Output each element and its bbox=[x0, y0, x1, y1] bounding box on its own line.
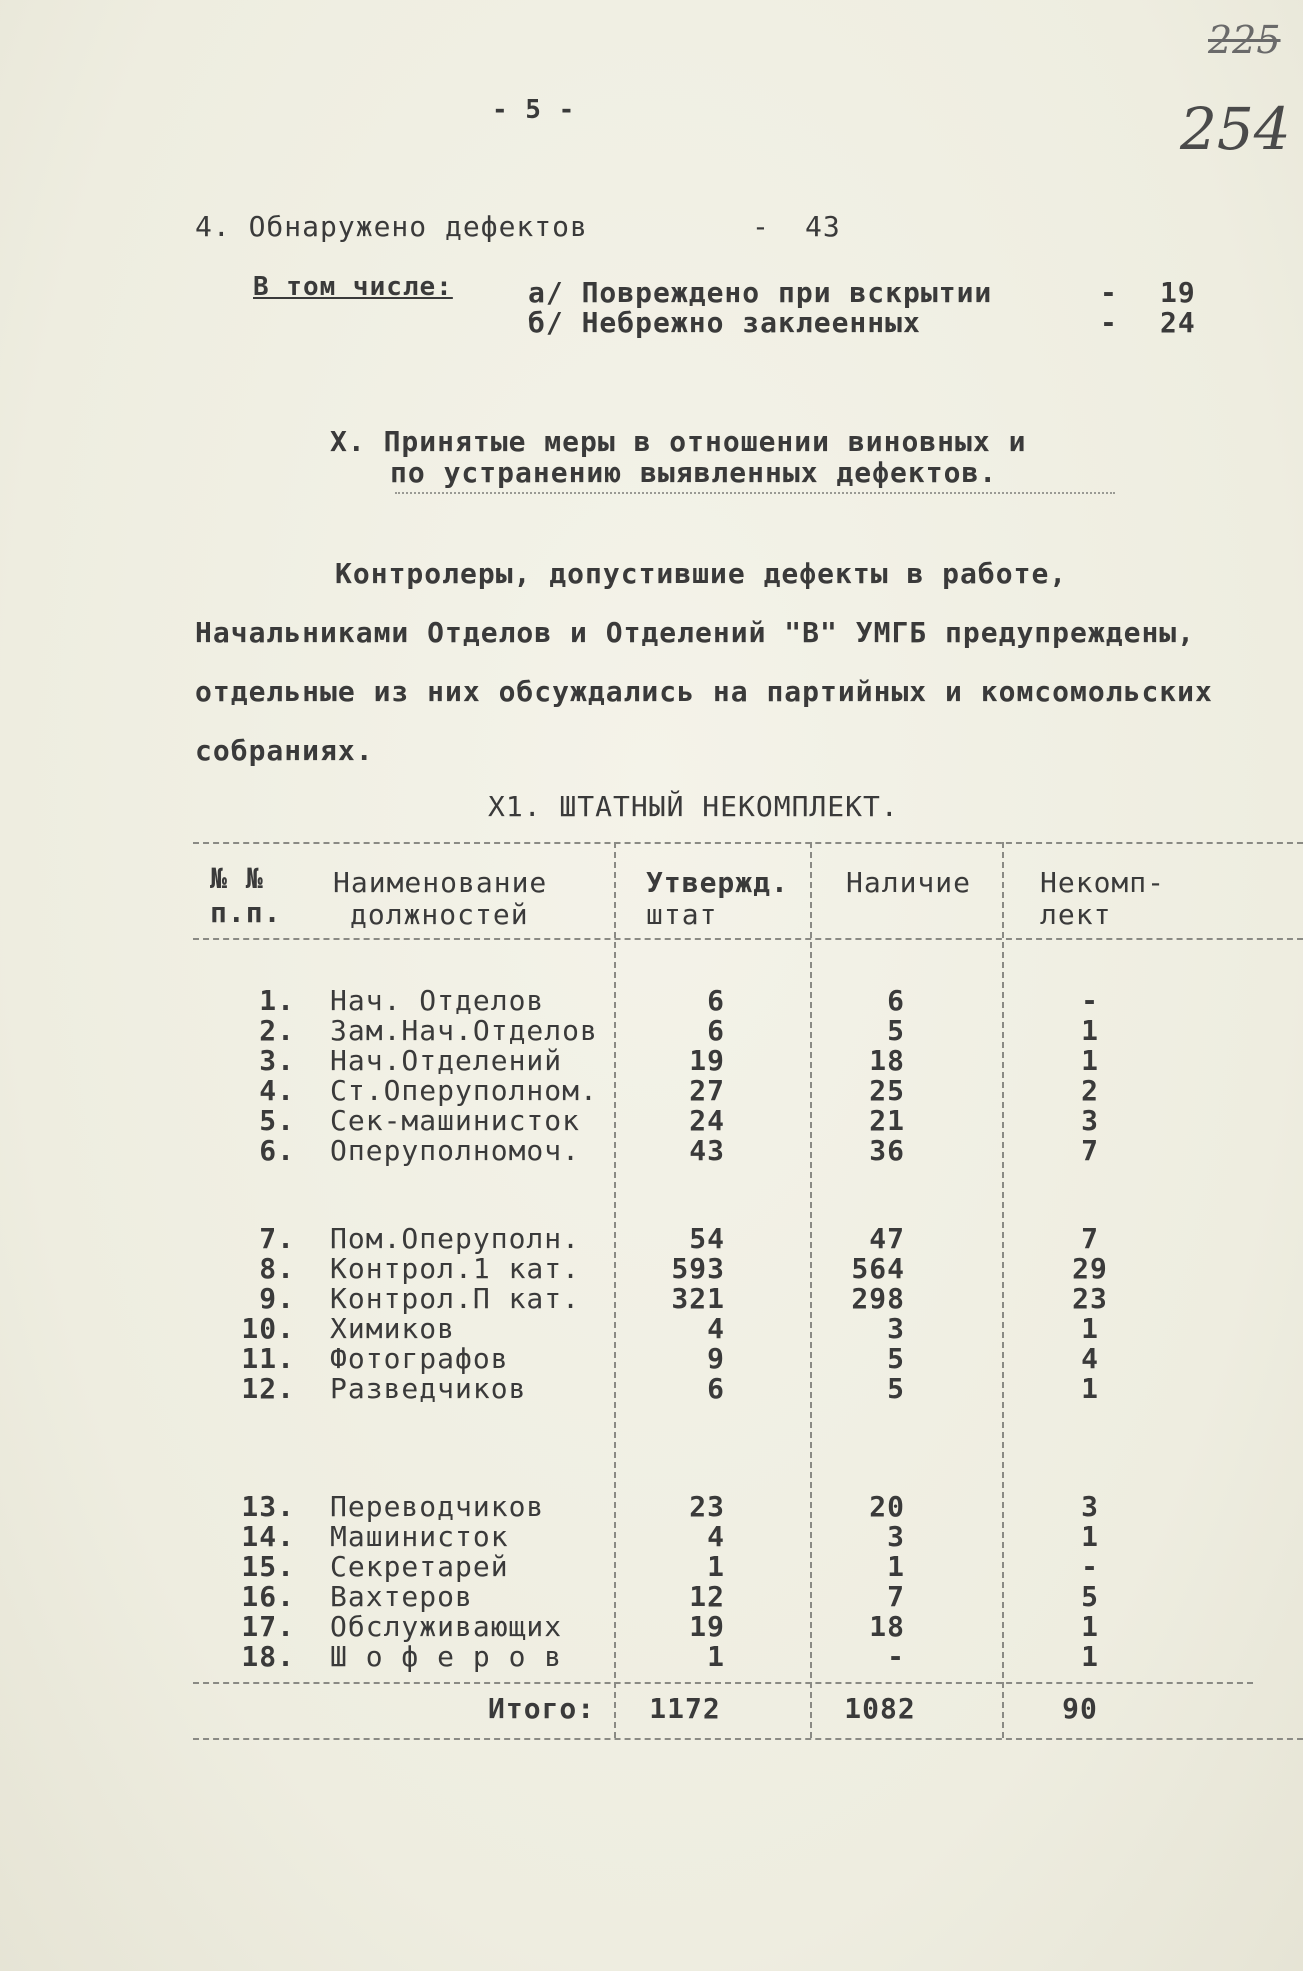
row-shortage: 1 bbox=[1081, 1610, 1099, 1643]
row-present: 25 bbox=[869, 1074, 905, 1107]
row-position-name: Ш о ф е р о в bbox=[330, 1640, 563, 1673]
row-shortage: 23 bbox=[1072, 1282, 1108, 1315]
row-approved: 6 bbox=[707, 984, 725, 1017]
row-position-name: Нач.Отделений bbox=[330, 1044, 563, 1077]
row-shortage: 1 bbox=[1081, 1372, 1099, 1405]
section10-paragraph: Контролеры, допустившие дефекты в работе, Начальниками Отделов и Отделений "В" УМГБ предупреждены, отдельные из них обсуждались на партийных и комсомольских собраниях. bbox=[195, 557, 1213, 767]
section10-underline bbox=[395, 492, 1115, 494]
archive-mark-old: 225 bbox=[1208, 18, 1281, 62]
row-shortage: 1 bbox=[1081, 1312, 1099, 1345]
table-col-divider-3 bbox=[1002, 842, 1004, 1738]
row-approved: 43 bbox=[689, 1134, 725, 1167]
section4-item-a-value: 19 bbox=[1160, 276, 1196, 309]
row-present: 18 bbox=[869, 1610, 905, 1643]
row-shortage: 29 bbox=[1072, 1252, 1108, 1285]
row-shortage: 7 bbox=[1081, 1222, 1099, 1255]
row-number: 18. bbox=[241, 1640, 295, 1673]
row-number: 12. bbox=[241, 1372, 295, 1405]
row-position-name: Пом.Оперуполн. bbox=[330, 1222, 581, 1255]
row-position-name: Оперуполномоч. bbox=[330, 1134, 581, 1167]
row-present: 5 bbox=[887, 1372, 905, 1405]
section4-value: 43 bbox=[805, 210, 841, 243]
row-approved: 593 bbox=[671, 1252, 725, 1285]
section4-item-b-value: 24 bbox=[1160, 306, 1196, 339]
row-number: 1. bbox=[259, 984, 295, 1017]
row-shortage: 5 bbox=[1081, 1580, 1099, 1613]
row-approved: 27 bbox=[689, 1074, 725, 1107]
row-number: 10. bbox=[241, 1312, 295, 1345]
row-shortage: 1 bbox=[1081, 1044, 1099, 1077]
row-position-name: Обслуживающих bbox=[330, 1610, 563, 1643]
row-approved: 4 bbox=[707, 1312, 725, 1345]
row-approved: 9 bbox=[707, 1342, 725, 1375]
row-position-name: Фотографов bbox=[330, 1342, 509, 1375]
row-shortage: 2 bbox=[1081, 1074, 1099, 1107]
section11-title: Х1. ШТАТНЫЙ НЕКОМПЛЕКТ. bbox=[488, 790, 899, 823]
section4-title: 4. Обнаружено дефектов bbox=[195, 210, 588, 243]
row-number: 3. bbox=[259, 1044, 295, 1077]
section10-title-line2: по устранению выявленных дефектов. bbox=[390, 456, 998, 489]
row-present: 7 bbox=[887, 1580, 905, 1613]
table-total-rule bbox=[193, 1682, 1253, 1684]
row-approved: 6 bbox=[707, 1014, 725, 1047]
row-approved: 54 bbox=[689, 1222, 725, 1255]
row-position-name: Контрол.1 кат. bbox=[330, 1252, 581, 1285]
row-approved: 4 bbox=[707, 1520, 725, 1553]
section4-item-b: б/ Небрежно заклеенных bbox=[528, 306, 921, 339]
header-shortage: Некомп- bbox=[1040, 866, 1166, 899]
row-position-name: Машинисток bbox=[330, 1520, 509, 1553]
row-number: 7. bbox=[259, 1222, 295, 1255]
row-number: 16. bbox=[241, 1580, 295, 1613]
row-approved: 6 bbox=[707, 1372, 725, 1405]
row-approved: 12 bbox=[689, 1580, 725, 1613]
section10-title-line1: Х. Принятые меры в отношении виновных и bbox=[330, 425, 1027, 458]
header-approved-2: штат bbox=[646, 898, 718, 931]
total-approved: 1172 bbox=[649, 1692, 721, 1725]
row-present: 20 bbox=[869, 1490, 905, 1523]
row-number: 11. bbox=[241, 1342, 295, 1375]
row-position-name: Секретарей bbox=[330, 1550, 509, 1583]
row-position-name: Химиков bbox=[330, 1312, 456, 1345]
row-present: 21 bbox=[869, 1104, 905, 1137]
row-approved: 1 bbox=[707, 1640, 725, 1673]
row-shortage: 3 bbox=[1081, 1104, 1099, 1137]
row-shortage: - bbox=[1081, 1550, 1099, 1583]
row-approved: 1 bbox=[707, 1550, 725, 1583]
header-name-2: должностей bbox=[350, 898, 529, 931]
row-shortage: 3 bbox=[1081, 1490, 1099, 1523]
table-header-rule bbox=[193, 938, 1303, 940]
row-shortage: 1 bbox=[1081, 1520, 1099, 1553]
total-shortage: 90 bbox=[1062, 1692, 1098, 1725]
table-top-rule bbox=[193, 842, 1303, 844]
row-shortage: - bbox=[1081, 984, 1099, 1017]
row-position-name: Нач. Отделов bbox=[330, 984, 545, 1017]
header-approved: Утвержд. bbox=[646, 866, 789, 899]
header-present: Наличие bbox=[846, 866, 972, 899]
row-shortage: 4 bbox=[1081, 1342, 1099, 1375]
row-approved: 24 bbox=[689, 1104, 725, 1137]
table-col-divider-1 bbox=[614, 842, 616, 1738]
header-name: Наименование bbox=[333, 866, 548, 899]
row-present: 5 bbox=[887, 1014, 905, 1047]
row-present: 18 bbox=[869, 1044, 905, 1077]
row-shortage: 7 bbox=[1081, 1134, 1099, 1167]
row-number: 6. bbox=[259, 1134, 295, 1167]
row-present: 47 bbox=[869, 1222, 905, 1255]
row-present: 564 bbox=[851, 1252, 905, 1285]
row-present: 3 bbox=[887, 1312, 905, 1345]
row-number: 15. bbox=[241, 1550, 295, 1583]
row-number: 4. bbox=[259, 1074, 295, 1107]
row-number: 5. bbox=[259, 1104, 295, 1137]
header-num: № № bbox=[210, 862, 264, 895]
row-number: 8. bbox=[259, 1252, 295, 1285]
section4-item-b-dash: - bbox=[1100, 306, 1118, 339]
row-present: 6 bbox=[887, 984, 905, 1017]
row-position-name: Сек-машинисток bbox=[330, 1104, 581, 1137]
page-number: - 5 - bbox=[492, 95, 576, 125]
row-present: 3 bbox=[887, 1520, 905, 1553]
row-number: 14. bbox=[241, 1520, 295, 1553]
total-present: 1082 bbox=[844, 1692, 916, 1725]
section4-incl-label: В том числе: bbox=[253, 272, 453, 302]
row-position-name: Разведчиков bbox=[330, 1372, 527, 1405]
row-present: 5 bbox=[887, 1342, 905, 1375]
row-present: 36 bbox=[869, 1134, 905, 1167]
row-approved: 19 bbox=[689, 1044, 725, 1077]
row-approved: 321 bbox=[671, 1282, 725, 1315]
row-present: - bbox=[887, 1640, 905, 1673]
row-approved: 23 bbox=[689, 1490, 725, 1523]
row-approved: 19 bbox=[689, 1610, 725, 1643]
row-position-name: Контрол.П кат. bbox=[330, 1282, 581, 1315]
row-number: 13. bbox=[241, 1490, 295, 1523]
table-col-divider-2 bbox=[810, 842, 812, 1738]
total-label: Итого: bbox=[488, 1692, 596, 1725]
row-position-name: Вахтеров bbox=[330, 1580, 473, 1613]
row-shortage: 1 bbox=[1081, 1640, 1099, 1673]
row-position-name: Ст.Оперуполном. bbox=[330, 1074, 598, 1107]
archive-mark-new: 254 bbox=[1180, 95, 1291, 163]
row-present: 1 bbox=[887, 1550, 905, 1583]
section4-item-a: а/ Повреждено при вскрытии bbox=[528, 276, 993, 309]
header-shortage-2: лект bbox=[1040, 898, 1112, 931]
row-position-name: Зам.Нач.Отделов bbox=[330, 1014, 598, 1047]
section4-item-a-dash: - bbox=[1100, 276, 1118, 309]
row-shortage: 1 bbox=[1081, 1014, 1099, 1047]
section4-dash: - bbox=[752, 210, 770, 243]
row-number: 17. bbox=[241, 1610, 295, 1643]
row-number: 9. bbox=[259, 1282, 295, 1315]
table-bottom-rule bbox=[193, 1738, 1303, 1740]
row-number: 2. bbox=[259, 1014, 295, 1047]
row-present: 298 bbox=[851, 1282, 905, 1315]
header-num-2: п.п. bbox=[210, 896, 282, 929]
row-position-name: Переводчиков bbox=[330, 1490, 545, 1523]
